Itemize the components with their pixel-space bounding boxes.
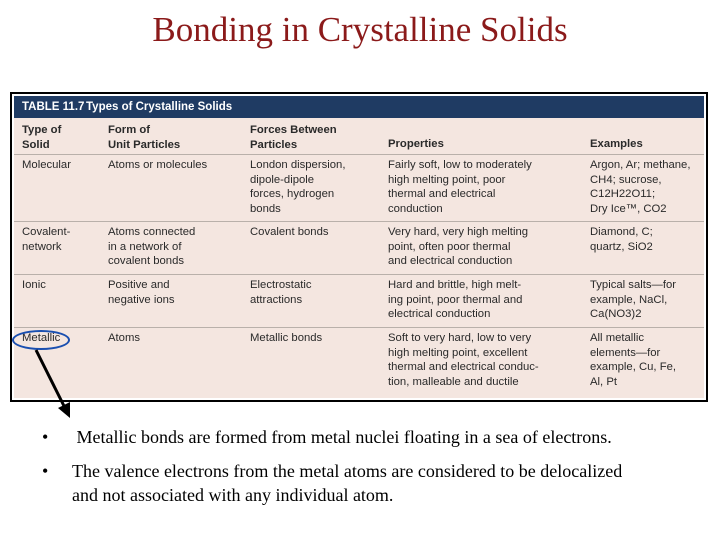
bullet-text: The valence electrons from the metal atoms are considered to be delocalized and not associated with any individual atom. [72,461,623,505]
cell-properties: Fairly soft, low to moderately high melting point, poor thermal and electrical conduction [388,159,532,215]
cell-examples: All metallic elements—for example, Cu, Fe, Al, Pt [590,332,677,388]
cell-forces: Electrostatic attractions [250,279,312,306]
cell-form: Atoms connected in a network of covalent bonds [108,226,196,267]
bullet-marker: • [42,461,49,481]
header-properties: Properties [388,138,444,150]
cell-type: Metallic [22,332,61,344]
cell-type: Ionic [22,279,46,291]
slide-title: Bonding in Crystalline Solids [152,10,568,49]
table-number: TABLE 11.7 [22,101,85,113]
cell-type: Covalent- network [22,226,71,253]
cell-examples: Typical salts—for example, NaCl, Ca(NO3)2 [590,279,677,320]
cell-forces: London dispersion, dipole-dipole forces, hydrogen bonds [250,159,346,215]
header-form: Form of Unit Particles [108,124,181,151]
cell-properties: Hard and brittle, high melt- ing point, poor thermal and electrical conduction [388,279,523,320]
cell-properties: Very hard, very high melting point, often poor thermal and electrical conduction [388,226,529,267]
cell-form: Atoms [108,332,141,344]
cell-form: Positive and negative ions [108,279,175,306]
cell-form: Atoms or molecules [108,159,208,171]
cell-forces: Covalent bonds [250,226,329,238]
bullet-marker: • [42,427,49,447]
table-name: Types of Crystalline Solids [86,101,233,113]
cell-examples: Diamond, C; quartz, SiO2 [590,226,653,253]
bullet-text: Metallic bonds are formed from metal nuclei floating in a sea of electrons. [72,427,612,447]
cell-properties: Soft to very hard, low to very high melting point, excellent thermal and electrical conduc- tion, malleable and ductile [388,332,539,388]
cell-examples: Argon, Ar; methane, CH4; sucrose, C12H22O11; Dry Ice™, CO2 [590,159,691,215]
header-type: Type of Solid [22,124,62,151]
header-forces: Forces Between Particles [250,124,337,151]
cell-type: Molecular [22,159,71,171]
cell-forces: Metallic bonds [250,332,323,344]
header-examples: Examples [590,138,643,150]
